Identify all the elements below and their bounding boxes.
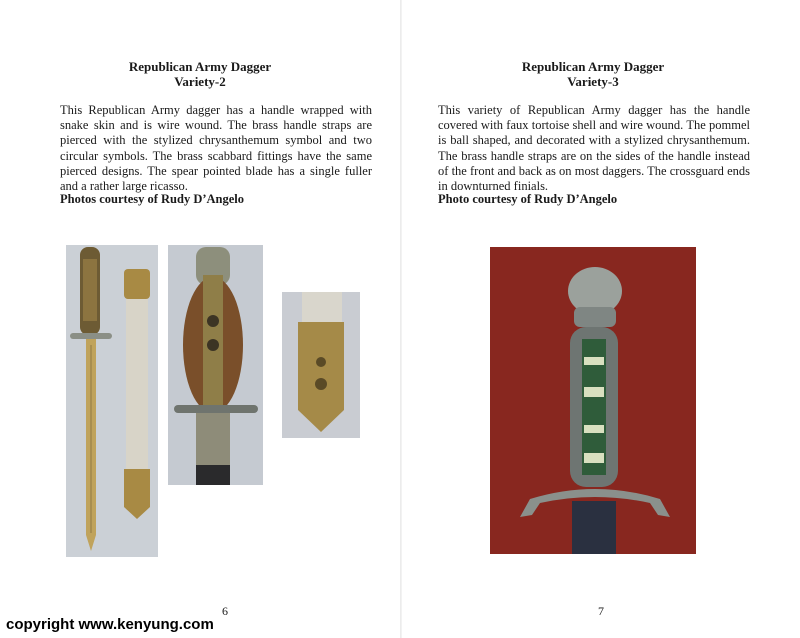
faux-tortoise-handle-photo [490, 247, 696, 554]
left-page-number: 6 [222, 604, 228, 618]
scabbard-chape-photo [282, 292, 360, 438]
right-photo-credit: Photo courtesy of Rudy D’Angelo [438, 192, 618, 206]
left-title-line2: Variety-2 [174, 74, 226, 89]
left-title-line1: Republican Army Dagger [128, 59, 272, 74]
right-page-number: 7 [598, 604, 604, 618]
dagger-and-scabbard-photo [66, 245, 158, 557]
copyright-watermark: copyright www.kenyung.com [6, 616, 214, 633]
right-title-line1: Republican Army Dagger [521, 59, 665, 74]
left-photo-credit: Photos courtesy of Rudy D’Angelo [60, 192, 245, 206]
right-page-body: This variety of Republican Army dagger has the handle covered with faux tortoise shell and wire wound. The pommel is ball shaped, and decorated with a stylized chrysanthemum. The brass handle straps are on the sides of the handle instead of the front and back as on most daggers. The crossguard ends in downturned finials. [438, 103, 750, 194]
left-page-title [0, 59, 400, 89]
right-page-title [394, 59, 792, 89]
right-title-line2: Variety-3 [567, 74, 619, 89]
right-page [402, 0, 800, 638]
left-page-body: This Republican Army dagger has a handle wrapped with snake skin and is wire wound. The brass handle straps are pierced with the stylized chrysanthemum symbol and two circular symbols. The brass scabbard fittings have the same pierced designs. The spear pointed blade has a single fuller and a rather large ricasso. [60, 103, 372, 194]
handle-detail-photo [168, 245, 263, 485]
